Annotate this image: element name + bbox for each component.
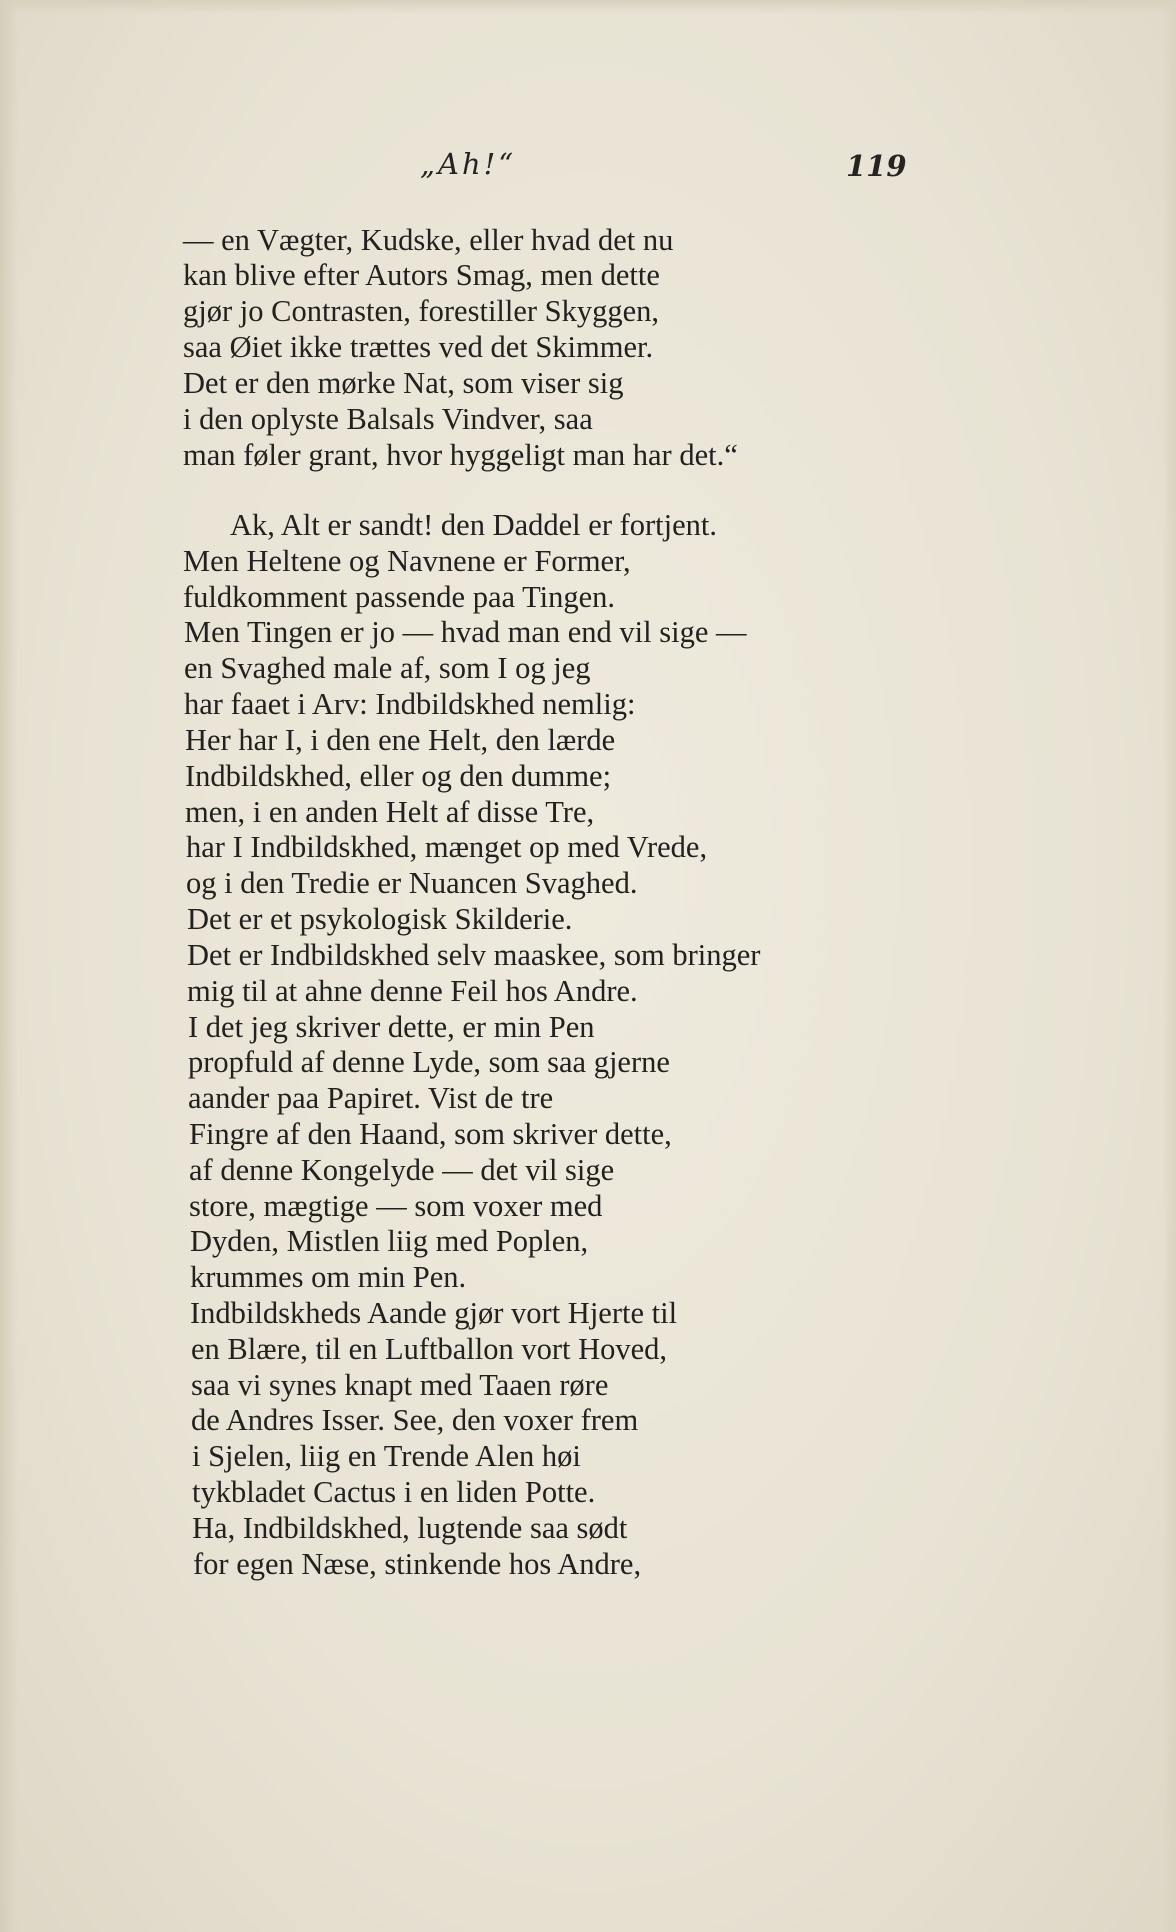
- text-line: og i den Tredie er Nuancen Svaghed.: [186, 866, 638, 900]
- text-line: har faaet i Arv: Indbildskhed nemlig:: [184, 687, 636, 721]
- text-line: krummes om min Pen.: [190, 1260, 467, 1294]
- text-line: I det jeg skriver dette, er min Pen: [188, 1010, 595, 1044]
- text-line: af denne Kongelyde — det vil sige: [189, 1153, 615, 1187]
- text-line: Fingre af den Haand, som skriver dette,: [189, 1117, 672, 1151]
- text-line: men, i en anden Helt af disse Tre,: [185, 795, 595, 829]
- text-line: kan blive efter Autors Smag, men dette: [183, 258, 660, 292]
- text-line: mig til at ahne denne Feil hos Andre.: [187, 974, 638, 1008]
- text-line: store, mægtige — som voxer med: [189, 1189, 603, 1223]
- text-line: gjør jo Contrasten, forestiller Skyggen,: [183, 294, 660, 328]
- text-line: Det er Indbildskhed selv maaskee, som bringer: [187, 938, 761, 972]
- text-line: en Svaghed male af, som I og jeg: [184, 651, 591, 685]
- text-line: Her har I, i den ene Helt, den lærde: [185, 723, 616, 757]
- text-line: fuldkomment passende paa Tingen.: [183, 580, 616, 614]
- text-line: de Andres Isser. See, den voxer frem: [191, 1403, 639, 1437]
- text-line: Ak, Alt er sandt! den Daddel er fortjent.: [230, 508, 718, 542]
- text-line: i Sjelen, liig en Trende Alen høi: [192, 1439, 581, 1473]
- text-line: Men Heltene og Navnene er Former,: [183, 544, 631, 578]
- text-line: Dyden, Mistlen liig med Poplen,: [190, 1224, 589, 1258]
- running-title: „Ah!“: [420, 147, 517, 181]
- text-line: saa vi synes knapt med Taaen røre: [191, 1368, 609, 1402]
- page-edge-shadow-right: [1162, 0, 1176, 1932]
- text-line: Indbildskheds Aande gjør vort Hjerte til: [190, 1296, 678, 1330]
- page-edge-shadow-top: [0, 0, 1176, 14]
- page-edge-shadow-left: [0, 0, 18, 1932]
- text-line: i den oplyste Balsals Vindver, saa: [183, 402, 593, 436]
- text-line: Det er et psykologisk Skilderie.: [187, 902, 573, 936]
- text-line: Ha, Indbildskhed, lugtende saa sødt: [192, 1511, 628, 1545]
- text-line: aander paa Papiret. Vist de tre: [188, 1081, 554, 1115]
- text-line: Det er den mørke Nat, som viser sig: [183, 366, 624, 400]
- text-line: — en Vægter, Kudske, eller hvad det nu: [183, 223, 674, 257]
- text-line: for egen Næse, stinkende hos Andre,: [193, 1547, 642, 1581]
- text-line: man føler grant, hvor hyggeligt man har det.“: [183, 438, 738, 472]
- text-line: har I Indbildskhed, mænget op med Vrede,: [186, 830, 708, 864]
- text-line: propfuld af denne Lyde, som saa gjerne: [188, 1045, 670, 1079]
- text-line: tykbladet Cactus i en liden Potte.: [192, 1475, 596, 1509]
- text-line: Indbildskhed, eller og den dumme;: [185, 759, 612, 793]
- text-line: saa Øiet ikke trættes ved det Skimmer.: [183, 330, 654, 364]
- page-number: 119: [846, 149, 907, 183]
- text-line: en Blære, til en Luftballon vort Hoved,: [191, 1332, 668, 1366]
- text-line: Men Tingen er jo — hvad man end vil sige —: [184, 615, 747, 649]
